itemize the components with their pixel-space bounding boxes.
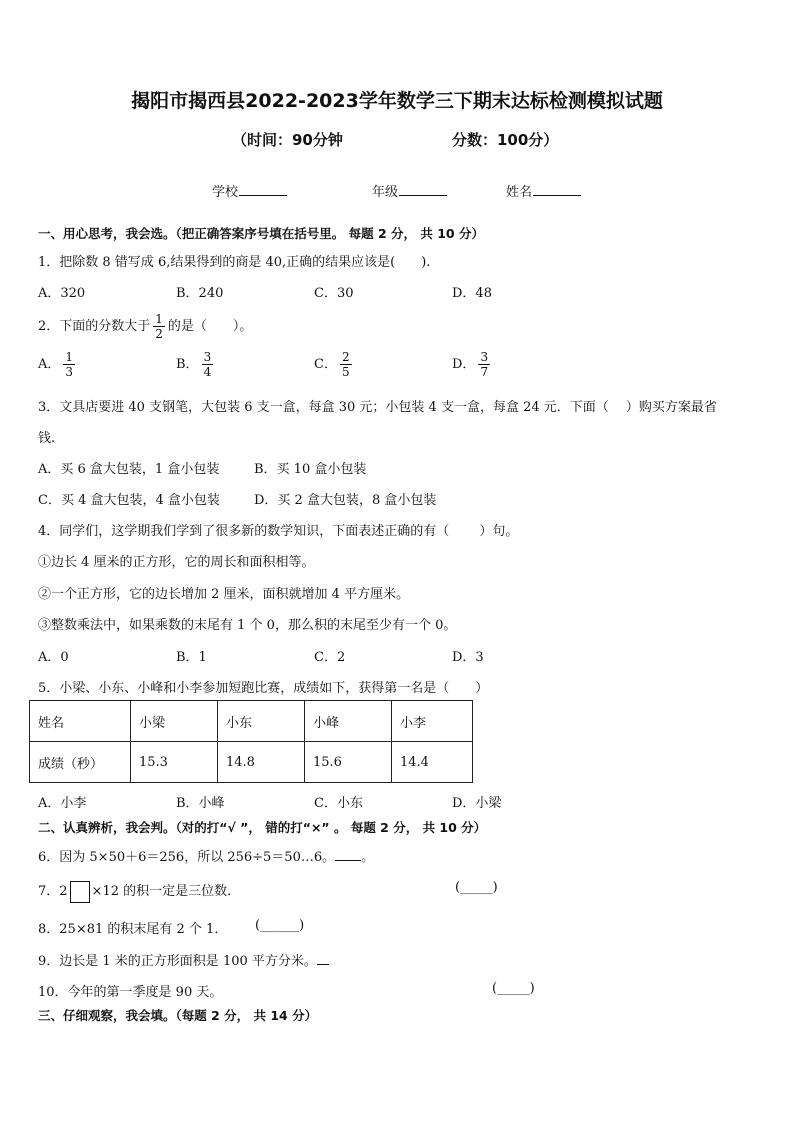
question-10: 10．今年的第一季度是 90 天。: [38, 985, 223, 1000]
section3-heading: 三、仔细观察，我会填。（每题 2 分， 共 14 分）: [38, 1008, 318, 1023]
school-blank: [239, 183, 287, 196]
q5-option-c: C．小东: [314, 796, 363, 811]
table-cell: 小峰: [305, 701, 392, 742]
q3-option-b: B．买 10 盒小包装: [254, 462, 367, 477]
q7-digit-box: [70, 881, 90, 903]
q5-option-a: A．小李: [38, 796, 87, 811]
q3-option-c: C．买 4 盒大包装，4 盒小包装: [38, 493, 220, 508]
q4-option-d: D．3: [452, 650, 484, 665]
q10-answer-paren: (_____): [492, 981, 535, 996]
table-row: [30, 701, 473, 742]
q4-statement-1: ①边长 4 厘米的正方形，它的周长和面积相等。: [38, 555, 315, 570]
score-label: 分数：100分）: [452, 131, 559, 149]
name-field: [506, 181, 581, 200]
school-label: 学校: [212, 185, 239, 200]
name-label: 姓名: [506, 185, 533, 200]
question-3: 3．文具店要进 40 支钢笔，大包装 6 支一盒，每盒 30 元；小包装 4 支一盒，每盒 24 元．下面（ ）购买方案最省: [38, 400, 717, 415]
q3-option-a: A．买 6 盒大包装，1 盒小包装: [38, 462, 220, 477]
school-field: [212, 181, 287, 200]
section2-heading: 二、认真辨析，我会判。（对的打“√ ”， 错的打“×” 。 每题 2 分， 共 10 分）: [38, 820, 487, 835]
q5-option-b: B．小峰: [176, 796, 225, 811]
q4-option-c: C．2: [314, 650, 346, 665]
q7-answer-paren: (_____): [455, 880, 498, 895]
question-7: [38, 880, 240, 903]
q1-option-d: D．48: [452, 286, 492, 301]
q4-option-b: B．1: [176, 650, 207, 665]
question-5: 5．小梁、小东、小峰和小李参加短跑比赛，成绩如下，获得第一名是（ ）: [38, 681, 489, 696]
question-1: 1．把除数 8 错写成 6,结果得到的商是 40,正确的结果应该是( ).: [38, 255, 431, 270]
question-8: 8．25×81 的积末尾有 2 个 1．: [38, 922, 228, 937]
q5-option-d: D．小梁: [452, 796, 502, 811]
grade-blank: [399, 183, 447, 196]
q9-answer-blank: [317, 952, 329, 965]
grade-field: [372, 181, 447, 200]
q4-statement-2: ②一个正方形，它的边长增加 2 厘米，面积就增加 4 平方厘米。: [38, 587, 410, 602]
grade-label: 年级: [372, 185, 399, 200]
q4-option-a: A．0: [38, 650, 69, 665]
q2-option-b: B． $\frac{3}{4}$: [176, 350, 212, 379]
q2-option-c: C． $\frac{2}{5}$: [314, 350, 350, 379]
q2-text: 2．下面的分数大于: [38, 319, 151, 334]
table-row: [30, 742, 473, 783]
q4-statement-3: ③整数乘法中，如果乘数的末尾有 1 个 0，那么积的末尾至少有一个 0。: [38, 618, 457, 633]
q9-text: 9．边长是 1 米的正方形面积是 100 平方分米。: [38, 954, 317, 969]
q6-answer-blank: [335, 848, 361, 861]
question-4: 4．同学们，这学期我们学到了很多新的数学知识，下面表述正确的有（ ）句。: [38, 524, 519, 539]
results-table: [29, 700, 473, 783]
table-cell: 14.4: [392, 742, 473, 783]
q2-fraction: [153, 312, 165, 341]
name-blank: [533, 183, 581, 196]
table-cell: 姓名: [30, 701, 131, 742]
table-cell: 小梁: [131, 701, 218, 742]
q1-option-b: B．240: [176, 286, 224, 301]
q2-frac-den: 2: [155, 327, 163, 341]
q7-text-b: ×12 的积一定是三位数．: [91, 884, 241, 899]
q2-option-a: A． $\frac{1}{3}$: [38, 350, 74, 379]
question-9: [38, 950, 329, 969]
question-2: [38, 312, 252, 341]
q3-option-d: D．买 2 盒大包装，8 盒小包装: [254, 493, 437, 508]
q1-option-c: C．30: [314, 286, 354, 301]
q7-text-a: 7．2: [38, 884, 68, 899]
time-label: （时间：90分钟: [232, 131, 343, 149]
table-cell: 15.6: [305, 742, 392, 783]
table-cell: 15.3: [131, 742, 218, 783]
q8-answer-paren: (______): [255, 918, 305, 933]
q2-option-d: D． $\frac{3}{7}$: [452, 350, 489, 379]
page-title: 揭阳市揭西县2022-2023学年数学三下期末达标检测模拟试题: [131, 90, 663, 112]
table-cell: 小李: [392, 701, 473, 742]
section1-heading: 一、用心思考，我会选。（把正确答案序号填在括号里。 每题 2 分， 共 10 分）: [38, 226, 484, 241]
q2-frac-num: 1: [155, 312, 163, 326]
q6-text: 6．因为 5×50＋6＝256，所以 256÷5＝50…6。: [38, 850, 336, 865]
question-6: 6．因为 5×50＋6＝256，所以 256÷5＝50…6。 。: [38, 850, 375, 865]
question-3-cont: 钱.: [38, 431, 56, 446]
table-cell: 14.8: [218, 742, 305, 783]
q1-option-a: A．320: [38, 286, 86, 301]
table-cell: 成绩（秒）: [30, 742, 131, 783]
table-cell: 小东: [218, 701, 305, 742]
q2-text-end: 的是（ ）。: [167, 319, 253, 334]
